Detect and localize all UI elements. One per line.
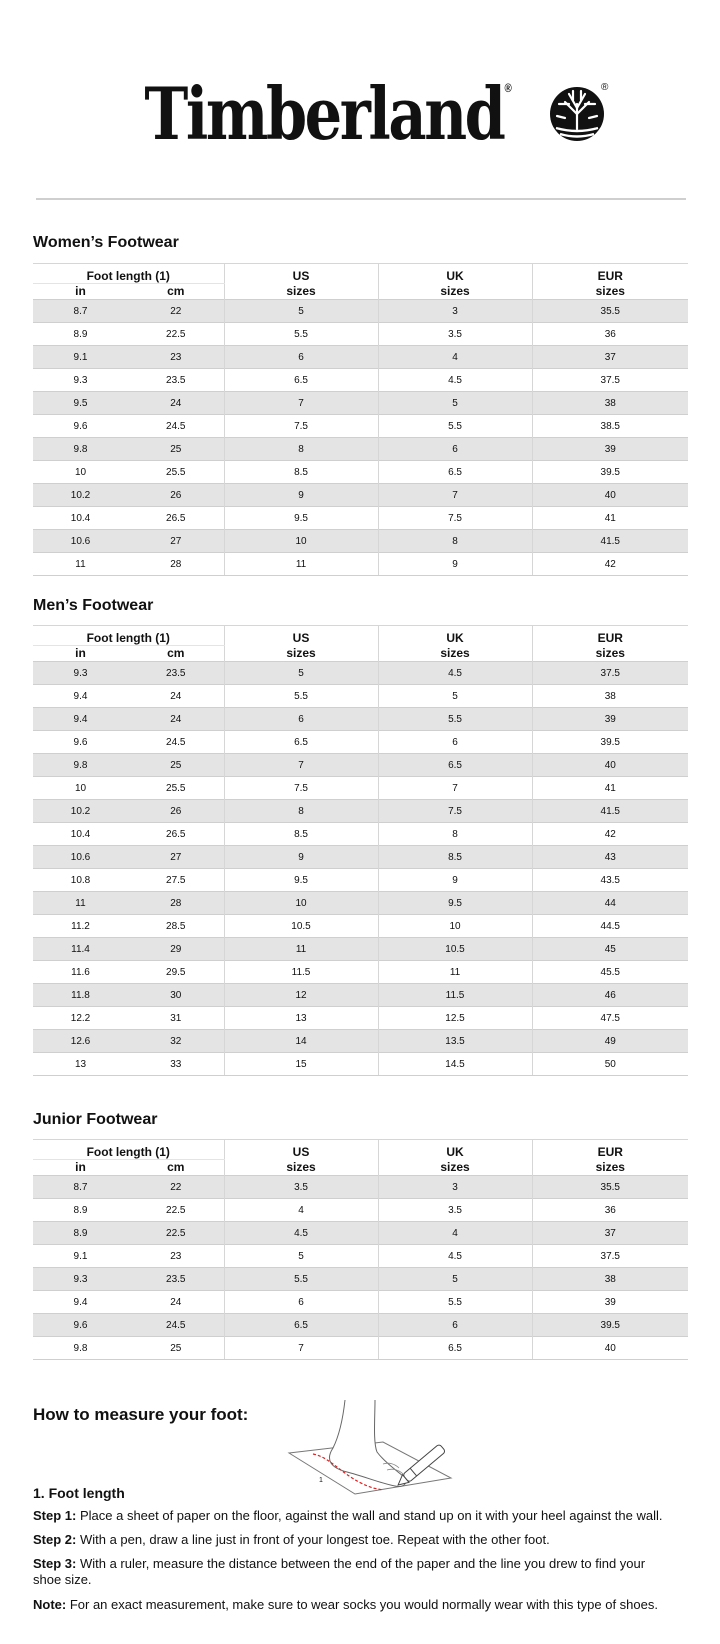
cell-uk: 11: [378, 961, 532, 984]
cell-in: 9.3: [33, 369, 128, 392]
cell-us: 5.5: [224, 1268, 378, 1291]
us-sizes-header: US sizes: [224, 1140, 378, 1176]
foot-measure-illustration: [283, 1398, 453, 1498]
table-row: [33, 1007, 688, 1030]
table-row: [33, 823, 688, 846]
cell-uk: 4.5: [378, 662, 532, 685]
step-text: Place a sheet of paper on the floor, against the wall and stand up on it with your heel against the wall.: [79, 1508, 663, 1523]
cell-in: 8.9: [33, 323, 128, 346]
cell-uk: 5: [378, 392, 532, 415]
cell-uk: 14.5: [378, 1053, 532, 1076]
tree-logo-icon: [543, 74, 615, 146]
cell-eur: 41: [532, 777, 688, 800]
step-text: With a ruler, measure the distance between the end of the paper and the line you drew to find your shoe size.: [33, 1556, 646, 1587]
cell-us: 5: [224, 1245, 378, 1268]
in-header: in: [75, 646, 86, 660]
step-2: [33, 1532, 693, 1548]
cell-cm: 24: [128, 685, 224, 708]
junior-section-title: Junior Footwear: [33, 1111, 158, 1128]
men-size-table: [33, 625, 688, 1076]
cell-in: 9.8: [33, 438, 128, 461]
step-label: Step 3:: [33, 1556, 77, 1571]
cell-eur: 39.5: [532, 731, 688, 754]
foot-length-header: Foot length (1): [33, 1140, 224, 1160]
table-row: [33, 507, 688, 530]
cell-uk: 10.5: [378, 938, 532, 961]
header-divider: [36, 198, 686, 200]
table-row: [33, 415, 688, 438]
cell-eur: 35.5: [532, 300, 688, 323]
cell-us: 9.5: [224, 869, 378, 892]
table-row: [33, 461, 688, 484]
brand-wordmark: [144, 71, 512, 156]
table-row: [33, 1053, 688, 1076]
cell-uk: 13.5: [378, 1030, 532, 1053]
cell-eur: 35.5: [532, 1176, 688, 1199]
cell-in: 9.1: [33, 346, 128, 369]
table-row: [33, 1268, 688, 1291]
cell-us: 11: [224, 553, 378, 576]
cell-in: 8.7: [33, 300, 128, 323]
cell-in: 13: [33, 1053, 128, 1076]
table-row: [33, 777, 688, 800]
cell-eur: 37.5: [532, 369, 688, 392]
cell-uk: 8: [378, 823, 532, 846]
table-row: [33, 846, 688, 869]
step-label: Step 2:: [33, 1532, 77, 1547]
cell-uk: 6: [378, 731, 532, 754]
cell-us: 6.5: [224, 369, 378, 392]
cell-uk: 5.5: [378, 415, 532, 438]
cell-cm: 28: [128, 553, 224, 576]
cell-us: 12: [224, 984, 378, 1007]
cell-in: 9.4: [33, 685, 128, 708]
cell-uk: 5.5: [378, 1291, 532, 1314]
cell-eur: 37: [532, 346, 688, 369]
cell-in: 8.7: [33, 1176, 128, 1199]
cell-us: 6.5: [224, 1314, 378, 1337]
svg-text:®: ®: [600, 82, 609, 93]
cell-us: 10.5: [224, 915, 378, 938]
cell-us: 9.5: [224, 507, 378, 530]
cell-us: 4: [224, 1199, 378, 1222]
table-row: [33, 1030, 688, 1053]
cm-header: cm: [167, 1160, 185, 1174]
cell-uk: 6.5: [378, 754, 532, 777]
table-row: [33, 1222, 688, 1245]
cell-in: 10.6: [33, 530, 128, 553]
cell-eur: 43: [532, 846, 688, 869]
cell-cm: 23: [128, 346, 224, 369]
cell-us: 10: [224, 530, 378, 553]
step-text: With a pen, draw a line just in front of your longest toe. Repeat with the other foot.: [79, 1532, 550, 1547]
cell-cm: 24: [128, 1291, 224, 1314]
cell-cm: 23.5: [128, 1268, 224, 1291]
cell-us: 9: [224, 484, 378, 507]
cell-cm: 22: [128, 1176, 224, 1199]
cell-us: 14: [224, 1030, 378, 1053]
cell-cm: 24.5: [128, 415, 224, 438]
cell-uk: 4: [378, 346, 532, 369]
cell-in: 10.8: [33, 869, 128, 892]
cell-cm: 31: [128, 1007, 224, 1030]
table-row: [33, 1176, 688, 1199]
cell-in: 9.6: [33, 731, 128, 754]
cell-us: 7: [224, 1337, 378, 1360]
cell-in: 10.2: [33, 484, 128, 507]
cell-eur: 49: [532, 1030, 688, 1053]
table-row: [33, 1291, 688, 1314]
cell-eur: 36: [532, 1199, 688, 1222]
table-row: [33, 484, 688, 507]
men-section-title: Men’s Footwear: [33, 597, 154, 614]
step-1: [33, 1508, 693, 1524]
cell-uk: 9: [378, 869, 532, 892]
cell-cm: 22.5: [128, 1199, 224, 1222]
cell-us: 4.5: [224, 1222, 378, 1245]
cell-eur: 44.5: [532, 915, 688, 938]
table-row: [33, 869, 688, 892]
cell-uk: 5: [378, 1268, 532, 1291]
note-text: For an exact measurement, make sure to wear socks you would normally wear with this type of shoes.: [69, 1597, 658, 1612]
cell-uk: 7.5: [378, 800, 532, 823]
cell-uk: 7: [378, 484, 532, 507]
cell-uk: 4.5: [378, 369, 532, 392]
table-row: [33, 1314, 688, 1337]
uk-sizes-header: UK sizes: [378, 264, 532, 300]
table-row: [33, 662, 688, 685]
table-row: [33, 961, 688, 984]
cell-us: 15: [224, 1053, 378, 1076]
cell-us: 7.5: [224, 777, 378, 800]
cell-cm: 32: [128, 1030, 224, 1053]
cell-cm: 23.5: [128, 369, 224, 392]
cell-cm: 25: [128, 1337, 224, 1360]
cell-eur: 38: [532, 392, 688, 415]
cell-uk: 3: [378, 300, 532, 323]
cell-eur: 38: [532, 685, 688, 708]
cell-uk: 4: [378, 1222, 532, 1245]
cm-header: cm: [167, 646, 185, 660]
cell-uk: 8.5: [378, 846, 532, 869]
cell-uk: 5.5: [378, 708, 532, 731]
cell-eur: 43.5: [532, 869, 688, 892]
brand-name: Timberland: [144, 71, 504, 156]
cell-in: 10: [33, 461, 128, 484]
cell-in: 12.2: [33, 1007, 128, 1030]
cell-us: 6: [224, 1291, 378, 1314]
cell-in: 8.9: [33, 1199, 128, 1222]
cell-uk: 6.5: [378, 1337, 532, 1360]
cell-cm: 24: [128, 392, 224, 415]
cell-in: 11.4: [33, 938, 128, 961]
table-row: [33, 369, 688, 392]
table-row: [33, 300, 688, 323]
cell-uk: 4.5: [378, 1245, 532, 1268]
cell-in: 9.6: [33, 1314, 128, 1337]
cell-uk: 6.5: [378, 461, 532, 484]
cell-uk: 3.5: [378, 323, 532, 346]
cell-cm: 28.5: [128, 915, 224, 938]
cell-cm: 27.5: [128, 869, 224, 892]
note-label: Note:: [33, 1597, 67, 1612]
cell-in: 11.6: [33, 961, 128, 984]
table-row: [33, 1245, 688, 1268]
cell-cm: 23: [128, 1245, 224, 1268]
cell-us: 7.5: [224, 415, 378, 438]
table-row: [33, 685, 688, 708]
cell-us: 8.5: [224, 461, 378, 484]
cell-eur: 38: [532, 1268, 688, 1291]
cell-cm: 25: [128, 438, 224, 461]
brand-registered-mark: ®: [504, 81, 512, 95]
cell-uk: 5: [378, 685, 532, 708]
cell-eur: 42: [532, 553, 688, 576]
in-header: in: [75, 1160, 86, 1174]
cell-cm: 22: [128, 300, 224, 323]
cell-in: 9.3: [33, 1268, 128, 1291]
in-header: in: [75, 284, 86, 298]
cell-cm: 26.5: [128, 507, 224, 530]
cell-uk: 6: [378, 438, 532, 461]
cell-us: 13: [224, 1007, 378, 1030]
cell-in: 11: [33, 892, 128, 915]
cell-eur: 38.5: [532, 415, 688, 438]
table-row: [33, 392, 688, 415]
foot-length-header: Foot length (1): [33, 264, 224, 284]
cell-eur: 39: [532, 708, 688, 731]
cell-us: 8.5: [224, 823, 378, 846]
cell-uk: 12.5: [378, 1007, 532, 1030]
table-row: [33, 346, 688, 369]
cell-us: 5.5: [224, 685, 378, 708]
foot-length-header: Foot length (1): [33, 626, 224, 646]
cell-cm: 25: [128, 754, 224, 777]
us-sizes-header: US sizes: [224, 626, 378, 662]
cell-in: 11: [33, 553, 128, 576]
cell-cm: 27: [128, 846, 224, 869]
cell-cm: 33: [128, 1053, 224, 1076]
eur-sizes-header: EUR sizes: [532, 1140, 688, 1176]
cell-in: 10: [33, 777, 128, 800]
cell-in: 12.6: [33, 1030, 128, 1053]
cell-cm: 26: [128, 484, 224, 507]
cell-in: 10.4: [33, 823, 128, 846]
table-row: [33, 754, 688, 777]
cell-uk: 9: [378, 553, 532, 576]
table-row: [33, 553, 688, 576]
cell-uk: 7: [378, 777, 532, 800]
cell-cm: 25.5: [128, 461, 224, 484]
table-row: [33, 438, 688, 461]
cell-us: 6.5: [224, 731, 378, 754]
cell-us: 8: [224, 438, 378, 461]
cell-eur: 39.5: [532, 1314, 688, 1337]
cell-eur: 40: [532, 1337, 688, 1360]
cell-eur: 47.5: [532, 1007, 688, 1030]
cell-eur: 37.5: [532, 1245, 688, 1268]
cell-uk: 3.5: [378, 1199, 532, 1222]
cell-us: 11.5: [224, 961, 378, 984]
cell-in: 10.4: [33, 507, 128, 530]
women-size-table: [33, 263, 688, 576]
cell-eur: 45.5: [532, 961, 688, 984]
cell-us: 10: [224, 892, 378, 915]
cell-in: 11.8: [33, 984, 128, 1007]
eur-sizes-header: EUR sizes: [532, 264, 688, 300]
cell-cm: 26.5: [128, 823, 224, 846]
figure-marker-label: 1: [319, 1477, 323, 1484]
cell-us: 3.5: [224, 1176, 378, 1199]
cell-in: 9.6: [33, 415, 128, 438]
cell-in: 9.4: [33, 1291, 128, 1314]
cell-us: 7: [224, 754, 378, 777]
cell-us: 11: [224, 938, 378, 961]
cell-cm: 24: [128, 708, 224, 731]
cell-eur: 41.5: [532, 800, 688, 823]
table-row: [33, 530, 688, 553]
cm-header: cm: [167, 284, 185, 298]
cell-in: 10.6: [33, 846, 128, 869]
brand-logo: [0, 60, 720, 156]
cell-cm: 25.5: [128, 777, 224, 800]
cell-eur: 39: [532, 438, 688, 461]
cell-in: 9.8: [33, 1337, 128, 1360]
cell-eur: 39.5: [532, 461, 688, 484]
step-3: [33, 1556, 653, 1588]
table-row: [33, 892, 688, 915]
cell-cm: 30: [128, 984, 224, 1007]
cell-eur: 36: [532, 323, 688, 346]
cell-uk: 8: [378, 530, 532, 553]
cell-eur: 40: [532, 754, 688, 777]
cell-eur: 41: [532, 507, 688, 530]
table-row: [33, 938, 688, 961]
cell-cm: 26: [128, 800, 224, 823]
cell-uk: 9.5: [378, 892, 532, 915]
cell-uk: 6: [378, 1314, 532, 1337]
cell-eur: 37: [532, 1222, 688, 1245]
cell-in: 10.2: [33, 800, 128, 823]
cell-eur: 46: [532, 984, 688, 1007]
cell-eur: 45: [532, 938, 688, 961]
cell-us: 5: [224, 300, 378, 323]
cell-cm: 22.5: [128, 1222, 224, 1245]
table-row: [33, 800, 688, 823]
cell-us: 7: [224, 392, 378, 415]
cell-in: 9.4: [33, 708, 128, 731]
cell-uk: 7.5: [378, 507, 532, 530]
uk-sizes-header: UK sizes: [378, 1140, 532, 1176]
cell-us: 6: [224, 708, 378, 731]
junior-size-table: [33, 1139, 688, 1360]
cell-in: 11.2: [33, 915, 128, 938]
cell-eur: 44: [532, 892, 688, 915]
note: [33, 1597, 693, 1613]
table-row: [33, 1199, 688, 1222]
cell-in: 9.3: [33, 662, 128, 685]
cell-us: 8: [224, 800, 378, 823]
cell-us: 9: [224, 846, 378, 869]
cell-cm: 23.5: [128, 662, 224, 685]
cell-us: 5: [224, 662, 378, 685]
cell-cm: 24.5: [128, 731, 224, 754]
howto-title: How to measure your foot:: [33, 1405, 249, 1424]
cell-cm: 22.5: [128, 323, 224, 346]
step-label: Step 1:: [33, 1508, 77, 1523]
cell-uk: 3: [378, 1176, 532, 1199]
uk-sizes-header: UK sizes: [378, 626, 532, 662]
cell-cm: 29: [128, 938, 224, 961]
cell-eur: 42: [532, 823, 688, 846]
cell-cm: 24.5: [128, 1314, 224, 1337]
cell-eur: 40: [532, 484, 688, 507]
women-section-title: Women’s Footwear: [33, 234, 179, 251]
cell-eur: 50: [532, 1053, 688, 1076]
cell-in: 9.1: [33, 1245, 128, 1268]
cell-us: 6: [224, 346, 378, 369]
table-row: [33, 323, 688, 346]
table-row: [33, 731, 688, 754]
table-row: [33, 1337, 688, 1360]
cell-cm: 27: [128, 530, 224, 553]
cell-us: 5.5: [224, 323, 378, 346]
table-row: [33, 984, 688, 1007]
cell-uk: 10: [378, 915, 532, 938]
us-sizes-header: US sizes: [224, 264, 378, 300]
cell-eur: 41.5: [532, 530, 688, 553]
cell-eur: 37.5: [532, 662, 688, 685]
cell-eur: 39: [532, 1291, 688, 1314]
cell-uk: 11.5: [378, 984, 532, 1007]
table-row: [33, 915, 688, 938]
foot-length-section-title: 1. Foot length: [33, 1485, 125, 1501]
cell-in: 8.9: [33, 1222, 128, 1245]
eur-sizes-header: EUR sizes: [532, 626, 688, 662]
cell-cm: 29.5: [128, 961, 224, 984]
cell-in: 9.5: [33, 392, 128, 415]
cell-cm: 28: [128, 892, 224, 915]
cell-in: 9.8: [33, 754, 128, 777]
table-row: [33, 708, 688, 731]
